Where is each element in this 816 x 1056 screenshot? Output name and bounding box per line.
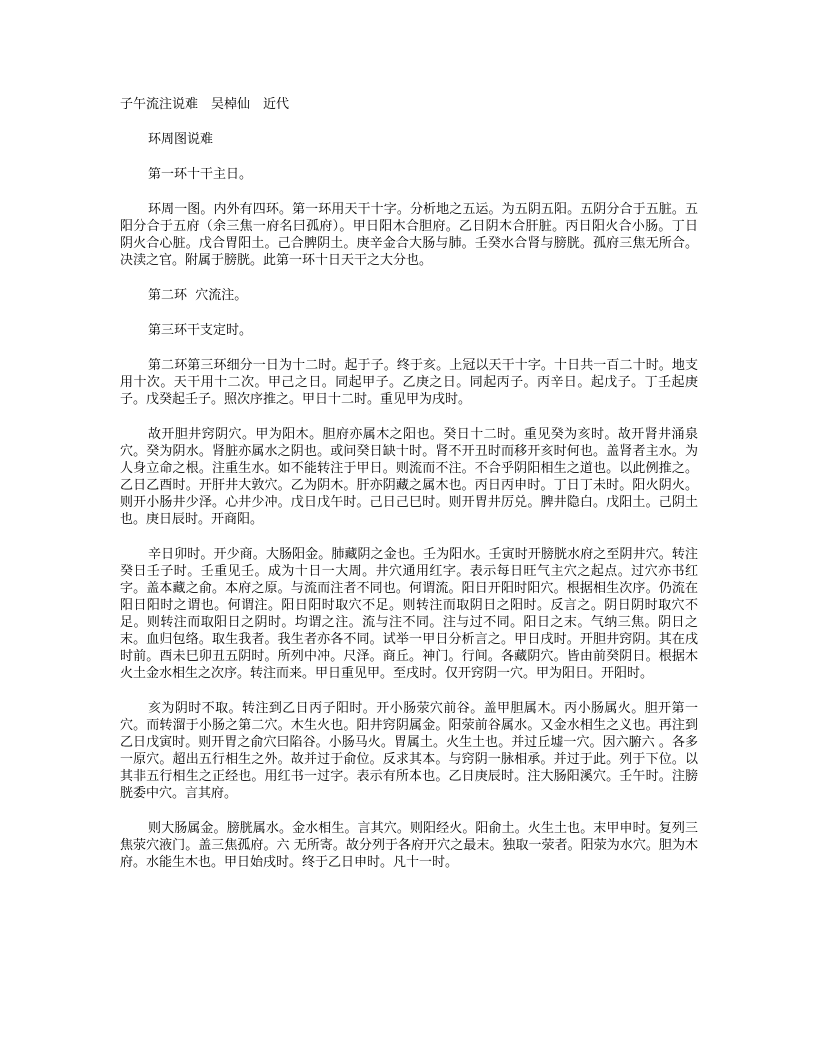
paragraph-6: 则大肠属金。膀胱属水。金水相生。言其穴。则阳经火。阳俞土。火生土也。末甲申时。复列三焦荥穴液门。盖三焦孤府。六 无所寄。故分列于各府开穴之最末。独取一荥者。阳荥为水穴。胆为木府。水能生木也。甲日始戌时。终于乙日申时。凡十一时。 xyxy=(120,821,698,870)
paragraph-3: 故开胆井窍阴穴。甲为阳木。胆府亦属木之阳也。癸日十二时。重见癸为亥时。故开肾井涌泉穴。癸为阴水。肾脏亦属水之阴也。或问癸日缺十时。肾不开丑时而移开亥时何也。盖肾者主水。为人身立命之根。注重生水。如不能转注于甲日。则流而不注。不合乎阴阳相生之道也。以此例推之。乙日乙酉时。开肝井大敦穴。乙为阴木。肝亦阴藏之属木也。丙日丙申时。丁日丁未时。阳火阴火。则开小肠井少泽。心井少冲。戊日戊午时。己日己巳时。则开胃井厉兑。脾井隐白。戊阳土。己阴土也。庚日辰时。开商阳。 xyxy=(120,427,698,527)
ring-1-heading: 第一环十干主日。 xyxy=(148,167,253,182)
paragraph-4: 辛日卯时。开少商。大肠阳金。肺藏阴之金也。壬为阳水。壬寅时开膀胱水府之至阴井穴。转注癸日壬子时。壬重见壬。成为十日一大周。井穴通用红字。表示每日旺气主穴之起点。过穴亦书红字。盖本藏之俞。本府之原。与流而注者不同也。何谓流。阳日开阳时阳穴。根据相生次序。仍流在阳日阳时之谓也。何谓注。阳日阳时取穴不足。则转注而取阴日之阳时。反言之。阴日阴时取穴不足。则转注而取阳日之阴时。均谓之注。流与注不同。注与过不同。阳日之末。气纳三焦。阴日之末。血归包络。取生我者。我生者亦各不同。试举一甲日分析言之。甲日戌时。开胆井窍阴。其在戌时前。酉未巳卯丑五阴时。所列中冲。尺泽。商丘。神门。行间。各藏阴穴。皆由前癸阴日。根据木火土金水相生之次序。转注而来。甲日重见甲。至戌时。仅开窍阴一穴。甲为阳日。开阳时。 xyxy=(120,547,698,681)
paragraph-2: 第二环第三环细分一日为十二时。起于子。终于亥。上冠以天干十字。十日共一百二十时。地支用十次。天干用十二次。甲己之日。同起甲子。乙庚之日。同起丙子。丙辛日。起戊子。丁壬起庚子。戊癸起壬子。照次序推之。甲日十二时。重见甲为戌时。 xyxy=(120,358,698,407)
paragraph-1: 环周一图。内外有四环。第一环用天干十字。分析地之五运。为五阴五阳。五阴分合于五脏。五阳分合于五府（余三焦一府名曰孤府）。甲日阳木合胆府。乙日阴木合肝脏。丙日阳火合小肠。丁日阴火合心脏。戊合胃阳土。己合脾阴土。庚辛金合大肠与肺。壬癸水合肾与膀胱。孤府三焦无所合。决渎之官。附属于膀胱。此第一环十日天干之大分也。 xyxy=(120,202,698,268)
document-page xyxy=(120,96,698,889)
ring-3-heading: 第三环干支定时。 xyxy=(148,323,253,338)
paragraph-5: 亥为阴时不取。转注到乙日丙子阳时。开小肠荥穴前谷。盖甲胆属木。丙小肠属火。胆开第一穴。而转溜于小肠之第二穴。木生火也。阳井窍阴属金。阳荥前谷属水。又金水相生之义也。再注到乙日戊寅时。则开胃之俞穴曰陷谷。小肠马火。胃属土。火生土也。并过丘墟一穴。因六腑六 。各多一原穴。超出五行相生之外。故并过于俞位。反求其本。与窍阴一脉相承。并过于此。列于下位。以其非五行相生之正经也。用红书一过字。表示有所本也。乙日庚辰时。注大肠阳溪穴。壬午时。注膀胱委中穴。言其府。 xyxy=(120,701,698,801)
section-heading: 环周图说难 xyxy=(148,132,214,147)
document-title: 子午流注说难 吴棹仙 近代 xyxy=(120,97,290,112)
ring-2-heading: 第二环 穴流注。 xyxy=(148,288,248,303)
